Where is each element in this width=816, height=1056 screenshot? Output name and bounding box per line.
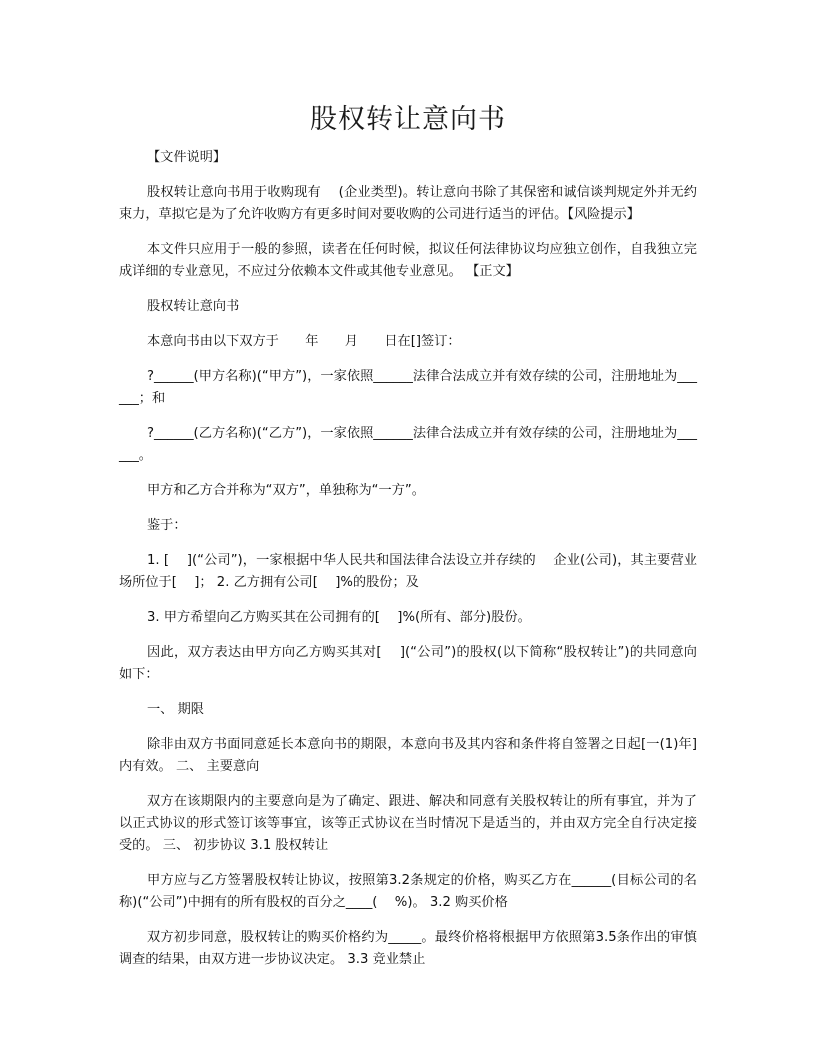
paragraph-whereas: 鉴于： <box>147 518 187 533</box>
document-body <box>119 147 697 984</box>
paragraph-recital-3: 3. 甲方希望向乙方购买其在公司拥有的[ ]%(所有、部分)股份。 <box>147 610 531 625</box>
paragraph-file-note-heading: 【文件说明】 <box>147 150 227 165</box>
paragraph-purchase-price: 双方初步同意，股权转让的购买价格约为_____。最终价格将根据甲方依照第3.5条作出的审慎调查的结果，由双方进一步协议决定。 3.3 竞业禁止 <box>119 930 697 967</box>
paragraph-purpose: 股权转让意向书用于收购现有 (企业类型)。转让意向书除了其保密和诚信谈判规定外并无约束力，草拟它是为了允许收购方有更多时间对要收购的公司进行适当的评估。【风险提示】 <box>119 185 697 222</box>
paragraph-main-intent: 双方在该期限内的主要意向是为了确定、跟进、解决和同意有关股权转让的所有事宜，并为了以正式协议的形式签订该等事宜，该等正式协议在当时情况下是适当的，并由双方完全自行决定接受的。 三、 初步协议 3.1 股权转让 <box>119 794 697 853</box>
paragraph-intent-statement: 因此，双方表达由甲方向乙方购买其对[ ](“公司”)的股权(以下简称“股权转让”)的共同意向如下： <box>119 645 697 682</box>
paragraph-parties-definition: 甲方和乙方合并称为“双方”，单独称为“一方”。 <box>147 483 425 498</box>
document-title: 股权转让意向书 <box>310 104 506 135</box>
paragraph-share-transfer: 甲方应与乙方签署股权转让协议，按照第3.2条规定的价格，购买乙方在______(目标公司的名称)(“公司”)中拥有的所有股权的百分之____( %)。 3.2 购买价格 <box>119 873 697 910</box>
paragraph-party-b: ?______(乙方名称)(“乙方”)，一家依照______法律合法成立并有效存续的公司，注册地址为______。 <box>119 426 697 463</box>
paragraph-recital-1-2: 1. [ ](“公司”)，一家根据中华人民共和国法律合法设立并存续的 企业(公司)，其主要营业场所位于[ ]； 2. 乙方拥有公司[ ]%的股份；及 <box>119 553 697 590</box>
paragraph-body-title: 股权转让意向书 <box>147 299 240 314</box>
paragraph-party-a: ?______(甲方名称)(“甲方”)，一家依照______法律合法成立并有效存续的公司，注册地址为______；和 <box>119 369 697 406</box>
paragraph-signing-date: 本意向书由以下双方于 年 月 日在[]签订： <box>147 334 461 349</box>
paragraph-term: 除非由双方书面同意延长本意向书的期限，本意向书及其内容和条件将自签署之日起[一(1)年]内有效。 二、 主要意向 <box>119 737 697 774</box>
paragraph-risk-notice: 本文件只应用于一般的参照，读者在任何时候，拟议任何法律协议均应独立创作，自我独立完成详细的专业意见，不应过分依赖本文件或其他专业意见。 【正文】 <box>119 242 697 279</box>
section-heading-term: 一、 期限 <box>147 702 204 717</box>
